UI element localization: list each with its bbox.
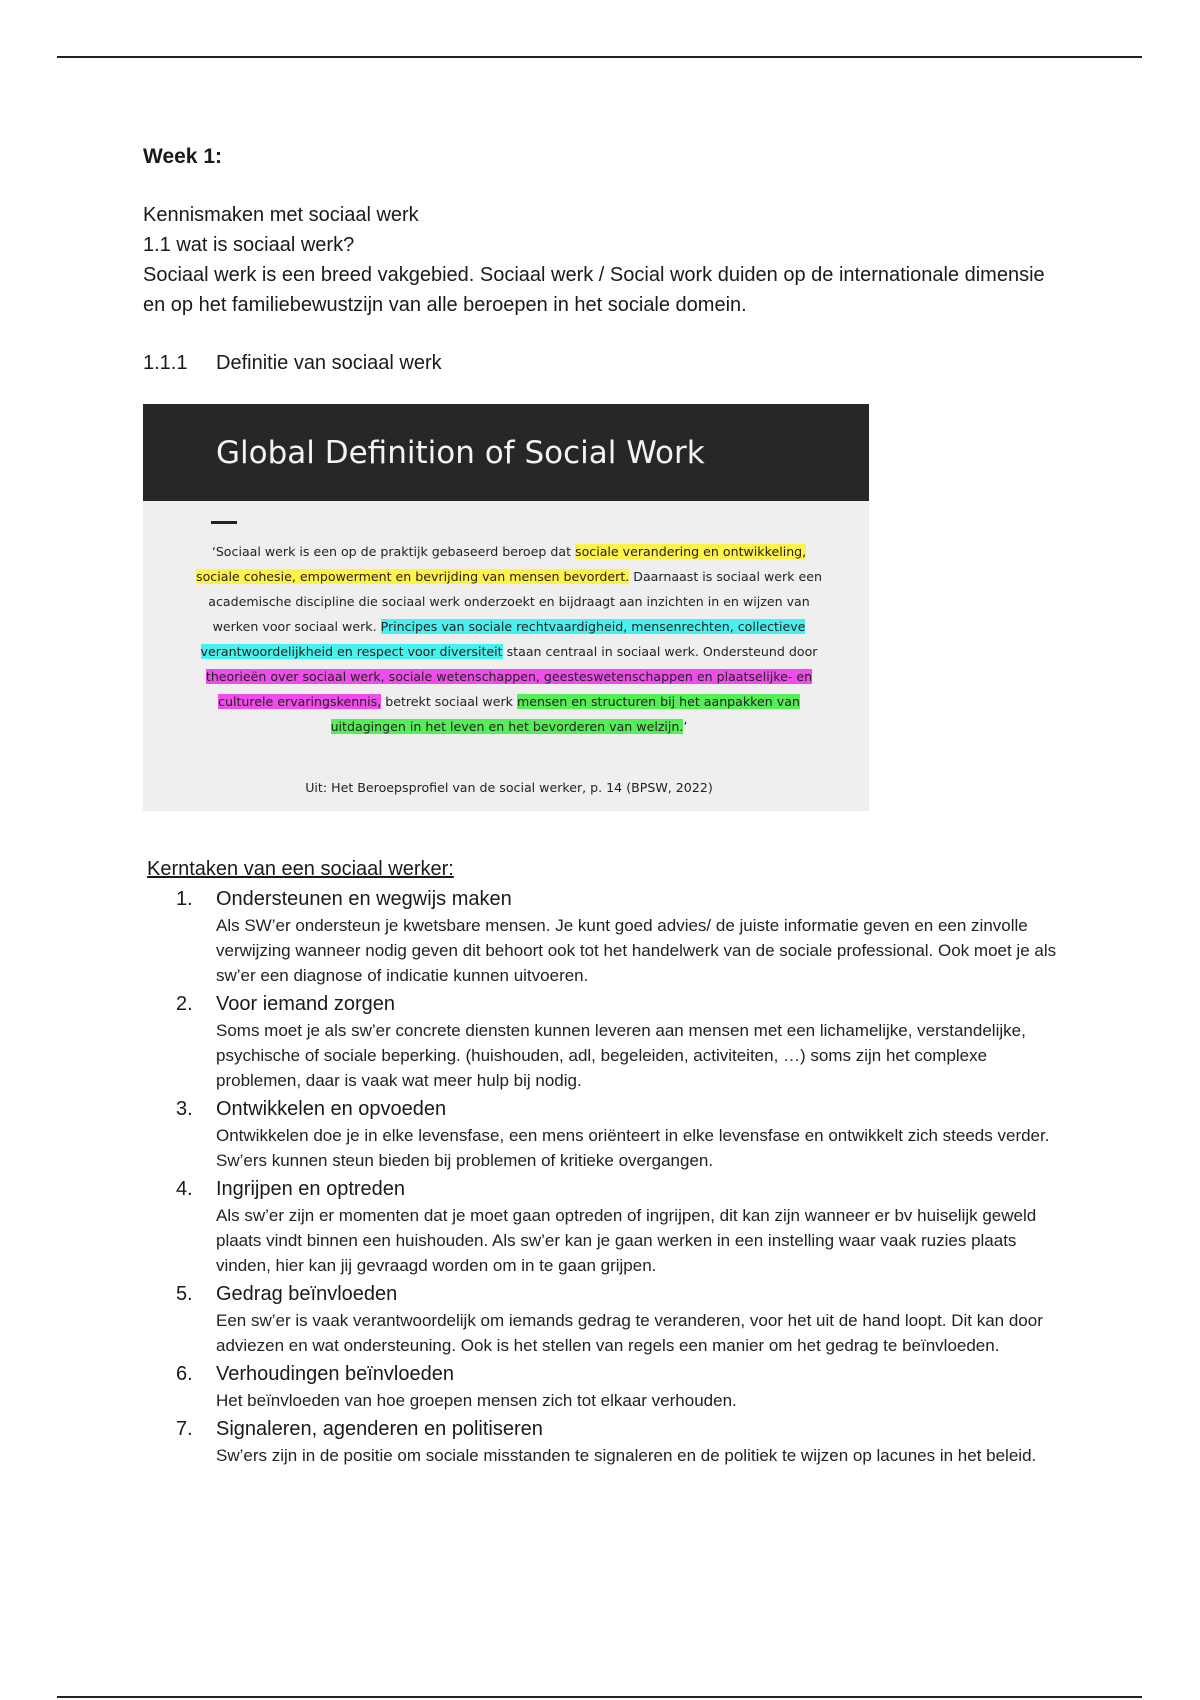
quote-highlight-cyan: Principes van sociale rechtvaardigheid, mensenrechten, collectieve verantwoordelijkheid en respect voor diversiteit bbox=[200, 619, 806, 659]
list-item bbox=[143, 1360, 1063, 1413]
bottom-rule bbox=[57, 1696, 1142, 1698]
task-title: Gedrag beïnvloeden bbox=[216, 1283, 398, 1305]
slide-title: Global Definition of Social Work bbox=[216, 434, 705, 471]
task-title: Signaleren, agenderen en politiseren bbox=[216, 1418, 543, 1440]
task-number: 4. bbox=[176, 1178, 193, 1200]
task-description: Sw’ers zijn in de positie om sociale misstanden te signaleren en de politiek te wijzen op lacunes in het beleid. bbox=[216, 1446, 1037, 1465]
subsection-title: 1.1 wat is sociaal werk? bbox=[143, 234, 355, 256]
task-description: Als SW’er ondersteun je kwetsbare mensen. Je kunt goed advies/ de juiste informatie geven en een zinvolle verwijzing wanneer nodig geven dit behoort ook tot het handelwerk van de sociale professional. Ook moet je als sw’er een diagnose of indicatie kunnen uitvoeren. bbox=[216, 916, 1057, 985]
task-title: Ingrijpen en optreden bbox=[216, 1178, 406, 1200]
task-description: Soms moet je als sw’er concrete diensten kunnen leveren aan mensen met een lichamelijke, verstandelijke, psychische of sociale beperking. (huishouden, adl, begeleiden, activiteiten, …) soms zijn het complexe problemen, daar is vaak wat meer hulp bij nodig. bbox=[216, 1021, 1026, 1090]
quote-text: staan centraal in sociaal werk. Ondersteund door bbox=[502, 644, 818, 659]
task-title: Ontwikkelen en opvoeden bbox=[216, 1098, 447, 1120]
definition-slide-image bbox=[143, 404, 869, 811]
top-rule bbox=[57, 56, 1142, 58]
quote-text: betrekt sociaal werk bbox=[381, 694, 517, 709]
task-number: 6. bbox=[176, 1363, 193, 1385]
slide-source: Uit: Het Beroepsprofiel van de social werker, p. 14 (BPSW, 2022) bbox=[305, 780, 713, 795]
slide-header bbox=[143, 404, 869, 501]
task-description: Ontwikkelen doe je in elke levensfase, een mens oriënteert in elke levensfase en ontwikkelt zich steeds verder. Sw’ers kunnen steun bieden bij problemen of kritieke overgangen. bbox=[216, 1126, 1050, 1170]
week-heading: Week 1: bbox=[143, 145, 222, 168]
document-body bbox=[143, 142, 1063, 1470]
task-title: Verhoudingen beïnvloeden bbox=[216, 1363, 454, 1385]
quote-text: Daarnaast is sociaal werk een academische discipline die sociaal werk onderzoekt en bijdraagt aan inzichten in en wijzen van werken voor sociaal werk. bbox=[208, 569, 822, 634]
section-title: Definitie van sociaal werk bbox=[216, 352, 442, 374]
list-item bbox=[143, 1095, 1063, 1173]
quote-text: ’ bbox=[683, 719, 688, 734]
quote-highlight-green: mensen en structuren bij het aanpakken van uitdagingen in het leven en het bevorderen van welzijn. bbox=[330, 694, 800, 734]
task-number: 3. bbox=[176, 1098, 193, 1120]
task-description: Het beïnvloeden van hoe groepen mensen zich tot elkaar verhouden. bbox=[216, 1391, 737, 1410]
quote-highlight-yellow: sociale verandering en ontwikkeling, sociale cohesie, empowerment en bevrijding van mensen bevordert. bbox=[196, 544, 807, 584]
task-title: Ondersteunen en wegwijs maken bbox=[216, 888, 512, 910]
task-description: Een sw’er is vaak verantwoordelijk om iemands gedrag te veranderen, voor het uit de hand loopt. Dit kan door adviezen en wat ondersteuning. Ook is het stellen van regels een manier om het gedrag te beïnvloeden. bbox=[216, 1311, 1043, 1355]
slide-dash bbox=[211, 521, 237, 524]
tasks-title: Kerntaken van een sociaal werker: bbox=[147, 858, 454, 880]
task-title: Voor iemand zorgen bbox=[216, 993, 396, 1015]
task-number: 1. bbox=[176, 888, 193, 910]
chapter-title: Kennismaken met sociaal werk bbox=[143, 204, 419, 226]
list-item bbox=[143, 885, 1063, 988]
list-item bbox=[143, 1280, 1063, 1358]
task-number: 5. bbox=[176, 1283, 193, 1305]
tasks-list bbox=[143, 885, 1063, 1468]
intro-paragraph: Sociaal werk is een breed vakgebied. Sociaal werk / Social work duiden op de internationale dimensie en op het familiebewustzijn van alle beroepen in het sociale domein. bbox=[143, 264, 1045, 316]
list-item bbox=[143, 1175, 1063, 1278]
tasks-heading bbox=[143, 855, 1063, 883]
quote-text: ‘Sociaal werk is een op de praktijk gebaseerd beroep dat bbox=[211, 544, 576, 559]
section-heading bbox=[143, 348, 1063, 378]
quote-highlight-magenta: theorieën over sociaal werk, sociale wetenschappen, geesteswetenschappen en plaatselijke- en culturele ervaringskennis, bbox=[205, 669, 813, 709]
list-item bbox=[143, 990, 1063, 1093]
task-description: Als sw’er zijn er momenten dat je moet gaan optreden of ingrijpen, dit kan zijn wanneer er bv huiselijk geweld plaats vindt binnen een huishouden. Als sw’er kan je gaan werken in een instelling waar vaak ruzies plaats vinden, hier kan jij gevraagd worden om in te gaan grijpen. bbox=[216, 1206, 1037, 1275]
task-number: 2. bbox=[176, 993, 193, 1015]
slide-quote bbox=[193, 539, 825, 739]
list-item bbox=[143, 1415, 1063, 1468]
section-number: 1.1.1 bbox=[143, 352, 188, 374]
task-number: 7. bbox=[176, 1418, 193, 1440]
intro-block bbox=[143, 200, 1063, 320]
